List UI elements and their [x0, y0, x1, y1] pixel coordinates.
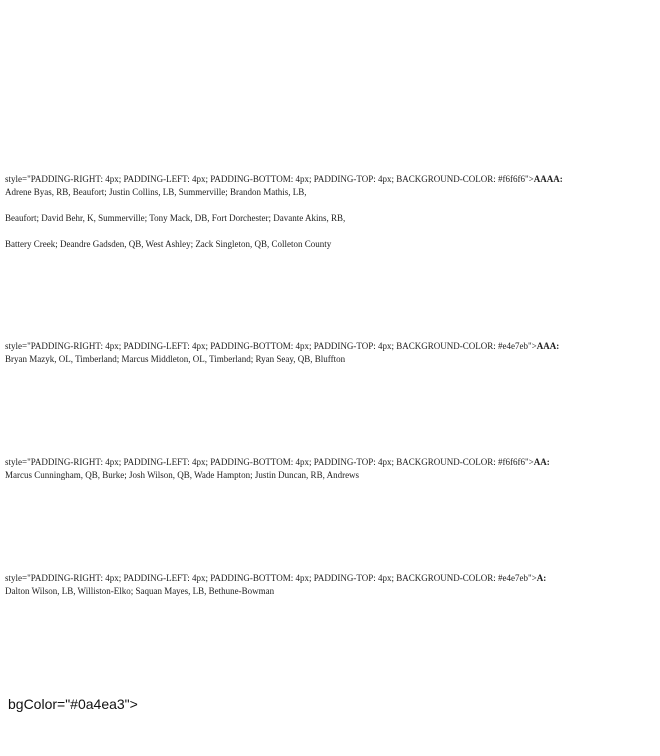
division-label: AAA:: [536, 341, 560, 351]
footer-bgcolor-text: bgColor="#0a4ea3">: [8, 696, 138, 712]
division-label: AA:: [533, 457, 550, 467]
player-line: Beaufort; David Behr, K, Summerville; Tony Mack, DB, Fort Dorchester; Davante Akins, RB,: [5, 213, 346, 223]
player-line: Dalton Wilson, LB, Williston-Elko; Saquan Mayes, LB, Bethune-Bowman: [5, 586, 275, 596]
player-line: Battery Creek; Deandre Gadsden, QB, West Ashley; Zack Singleton, QB, Colleton County: [5, 239, 332, 249]
style-attribute-text: style="PADDING-RIGHT: 4px; PADDING-LEFT: 4px; PADDING-BOTTOM: 4px; PADDING-TOP: 4px; BACKGROUND-COLOR: #e4e7eb">: [5, 341, 537, 351]
style-attribute-text: style="PADDING-RIGHT: 4px; PADDING-LEFT: 4px; PADDING-BOTTOM: 4px; PADDING-TOP: 4px; BACKGROUND-COLOR: #f6f6f6">: [5, 457, 534, 467]
division-label: A:: [536, 573, 547, 583]
style-attribute-text: style="PADDING-RIGHT: 4px; PADDING-LEFT: 4px; PADDING-BOTTOM: 4px; PADDING-TOP: 4px; BACKGROUND-COLOR: #e4e7eb">: [5, 573, 537, 583]
division-block-aaaa: [5, 173, 655, 251]
division-header: [5, 340, 655, 353]
style-attribute-text: style="PADDING-RIGHT: 4px; PADDING-LEFT: 4px; PADDING-BOTTOM: 4px; PADDING-TOP: 4px; BACKGROUND-COLOR: #f6f6f6">: [5, 174, 534, 184]
division-header: [5, 572, 655, 585]
division-block-a: [5, 572, 655, 598]
division-header: [5, 173, 655, 186]
division-block-aaa: [5, 340, 655, 366]
player-line: Bryan Mazyk, OL, Timberland; Marcus Middleton, OL, Timberland; Ryan Seay, QB, Bluffton: [5, 354, 346, 364]
division-block-aa: [5, 456, 655, 482]
player-line: Marcus Cunningham, QB, Burke; Josh Wilson, QB, Wade Hampton; Justin Duncan, RB, Andrews: [5, 470, 360, 480]
division-label: AAAA:: [533, 174, 563, 184]
division-header: [5, 456, 655, 469]
player-line: Adrene Byas, RB, Beaufort; Justin Collins, LB, Summerville; Brandon Mathis, LB,: [5, 187, 307, 197]
